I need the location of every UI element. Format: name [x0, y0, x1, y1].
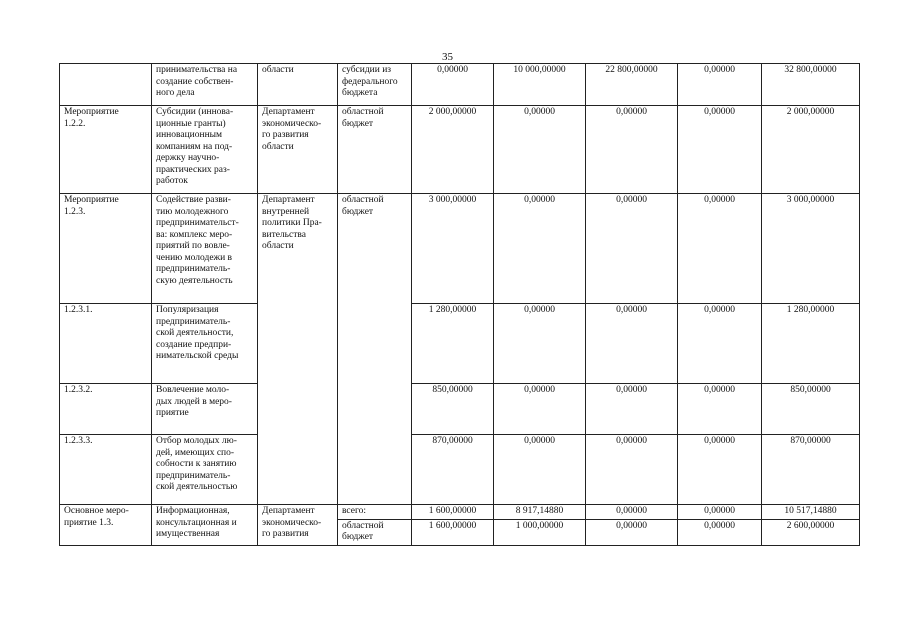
row-code: Мероприятие 1.2.2.	[60, 106, 152, 194]
value-cell: 0,00000	[494, 106, 586, 194]
table-row	[60, 435, 860, 505]
row-source: субсидии из федерального бюджета	[338, 64, 412, 106]
value-cell: 1 000,00000	[494, 519, 586, 545]
value-cell: 0,00000	[494, 435, 586, 505]
row-name: Популяризация предприниматель- ской деятельности, создание предпри- нимательской среды	[152, 304, 258, 384]
row-code: Основное меро- приятие 1.3.	[60, 505, 152, 546]
value-cell: 0,00000	[586, 505, 678, 520]
row-executor: Департамент экономическо- го развития области	[258, 106, 338, 194]
row-name: принимательства на создание собствен- ного дела	[152, 64, 258, 106]
value-cell: 8 917,14880	[494, 505, 586, 520]
table-row	[60, 505, 860, 520]
value-cell: 2 000,00000	[412, 106, 494, 194]
row-executor: области	[258, 64, 338, 106]
row-code: 1.2.3.2.	[60, 384, 152, 435]
value-cell: 0,00000	[678, 435, 762, 505]
page-number: 35	[442, 51, 453, 63]
value-cell: 0,00000	[678, 64, 762, 106]
value-cell: 0,00000	[678, 304, 762, 384]
row-name: Субсидии (иннова- ционные гранты) инновационным компаниям на под- держку научно- практических раз- работок	[152, 106, 258, 194]
table-row	[60, 194, 860, 304]
row-executor: Департамент экономическо- го развития	[258, 505, 338, 546]
value-cell: 2 600,00000	[762, 519, 860, 545]
row-name: Содействие разви- тию молодежного предпринимательст- ва: комплекс меро- приятий по вовле- чению молодежи в предприниматель- скую деятельность	[152, 194, 258, 304]
row-name: Отбор молодых лю- дей, имеющих спо- собности к занятию предприниматель- ской деятельностью	[152, 435, 258, 505]
row-code	[60, 64, 152, 106]
row-code: 1.2.3.3.	[60, 435, 152, 505]
value-cell: 22 800,00000	[586, 64, 678, 106]
value-cell: 3 000,00000	[762, 194, 860, 304]
value-cell: 1 600,00000	[412, 519, 494, 545]
value-cell: 870,00000	[412, 435, 494, 505]
row-executor: Департамент внутренней политики Пра- вительства области	[258, 194, 338, 505]
value-cell: 870,00000	[762, 435, 860, 505]
value-cell: 10 000,00000	[494, 64, 586, 106]
value-cell: 10 517,14880	[762, 505, 860, 520]
value-cell: 2 000,00000	[762, 106, 860, 194]
value-cell: 0,00000	[494, 304, 586, 384]
row-name: Информационная, консультационная и имущественная	[152, 505, 258, 546]
value-cell: 0,00000	[678, 519, 762, 545]
value-cell: 3 000,00000	[412, 194, 494, 304]
value-cell: 1 280,00000	[412, 304, 494, 384]
value-cell: 0,00000	[494, 384, 586, 435]
value-cell: 0,00000	[678, 194, 762, 304]
row-source: всего:	[338, 505, 412, 520]
value-cell: 1 280,00000	[762, 304, 860, 384]
value-cell: 0,00000	[586, 194, 678, 304]
value-cell: 0,00000	[586, 106, 678, 194]
row-source: областной бюджет	[338, 106, 412, 194]
value-cell: 0,00000	[586, 304, 678, 384]
table-row	[60, 304, 860, 384]
value-cell: 0,00000	[678, 106, 762, 194]
value-cell: 850,00000	[762, 384, 860, 435]
row-source: областной бюджет	[338, 519, 412, 545]
value-cell: 0,00000	[678, 505, 762, 520]
value-cell: 0,00000	[678, 384, 762, 435]
row-name: Вовлечение моло- дых людей в меро- приятие	[152, 384, 258, 435]
value-cell: 0,00000	[412, 64, 494, 106]
table-row	[60, 64, 860, 106]
value-cell: 0,00000	[586, 384, 678, 435]
row-code: Мероприятие 1.2.3.	[60, 194, 152, 304]
budget-table	[59, 63, 860, 546]
value-cell: 850,00000	[412, 384, 494, 435]
table-row	[60, 106, 860, 194]
value-cell: 0,00000	[586, 519, 678, 545]
row-code: 1.2.3.1.	[60, 304, 152, 384]
value-cell: 0,00000	[586, 435, 678, 505]
value-cell: 32 800,00000	[762, 64, 860, 106]
value-cell: 1 600,00000	[412, 505, 494, 520]
table-row	[60, 384, 860, 435]
row-source: областной бюджет	[338, 194, 412, 505]
value-cell: 0,00000	[494, 194, 586, 304]
